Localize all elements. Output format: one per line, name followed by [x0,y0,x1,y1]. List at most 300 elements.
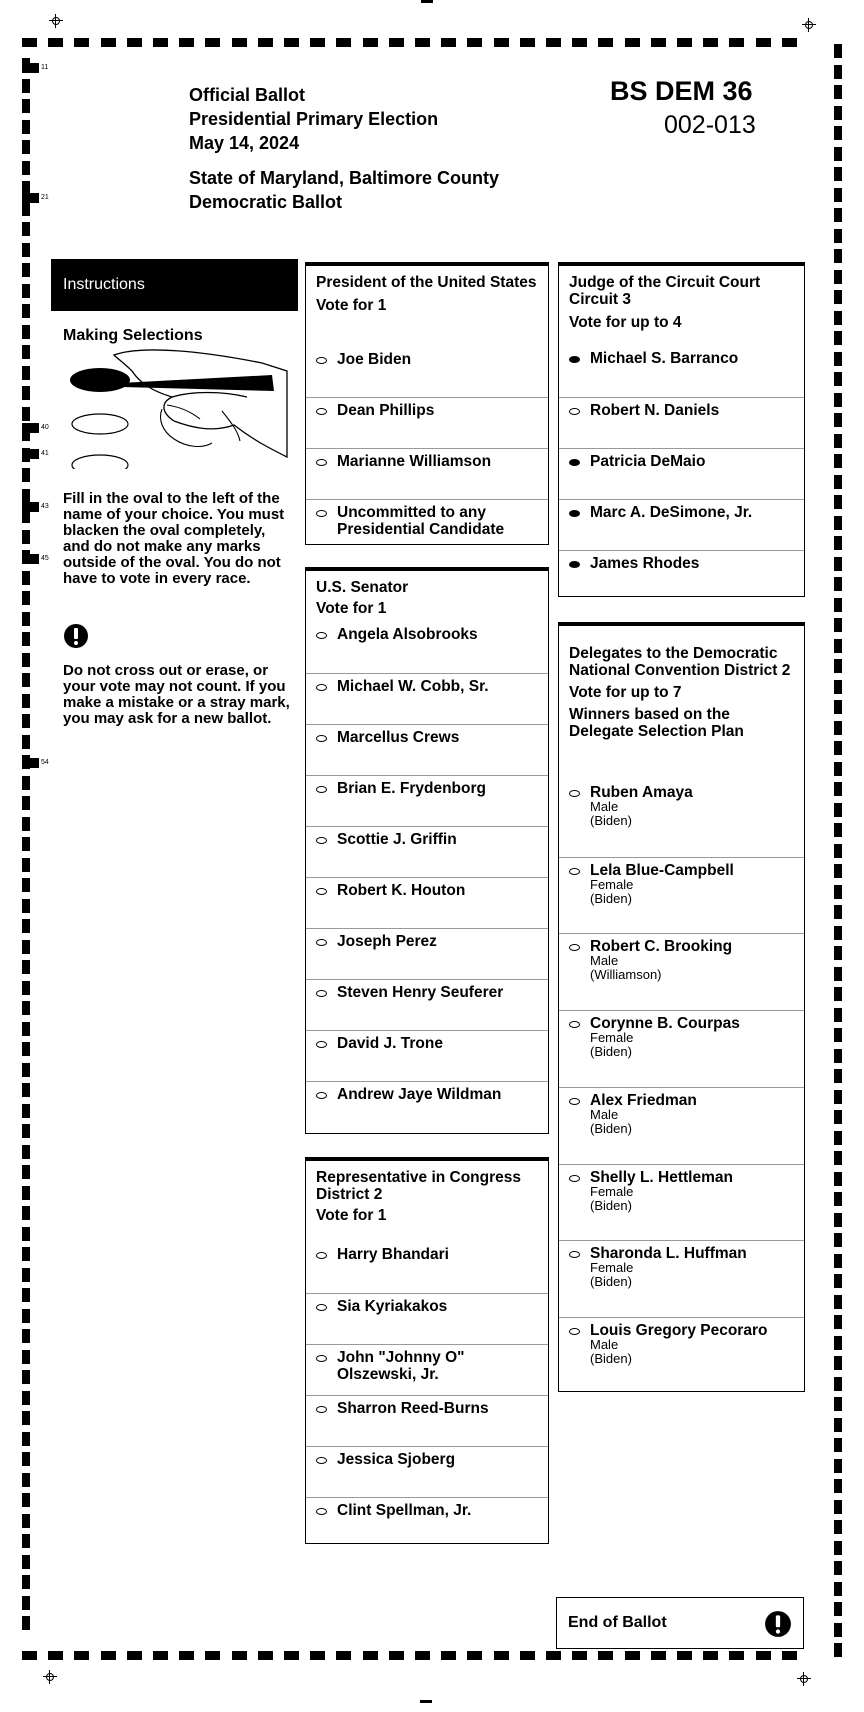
timing-mark-bottom [153,1651,168,1660]
candidate-gender: Male [590,953,619,969]
selection-oval[interactable] [316,1406,327,1413]
timing-mark-right [834,598,842,612]
selection-oval[interactable] [316,837,327,844]
jurisdiction-line-2: Democratic Ballot [189,192,343,212]
candidate-row[interactable] [306,1081,548,1132]
timing-mark-left [22,263,30,277]
candidate-gender: Female [590,1183,634,1199]
candidate-name: Michael W. Cobb, Sr. [337,678,489,695]
end-of-ballot-label: End of Ballot [568,1614,667,1631]
contest-congress [305,1157,549,1544]
timing-mark-left [22,1042,30,1056]
header-line-2: Presidential Primary Election [189,109,439,129]
timing-mark-left [22,653,30,667]
timing-mark-left [22,1268,30,1282]
timing-mark-bottom [520,1651,535,1660]
candidate-pledge: (Biden) [590,1197,632,1213]
timing-mark-left [22,1370,30,1384]
candidate-pledge: (Biden) [590,813,632,828]
candidate-name: Sharron Reed-Burns [337,1400,489,1417]
selection-oval[interactable] [316,888,327,895]
timing-mark-top [441,38,456,47]
timing-mark-bottom [467,1651,482,1660]
timing-mark-right [834,1438,842,1452]
candidate-name: Clint Spellman, Jr. [337,1502,472,1519]
vote-for-label: Vote for up to 7 [569,684,682,701]
contest-title: Representative in Congress District 2 [316,1169,522,1203]
timing-mark-bottom [756,1651,771,1660]
ballot-style-code: BS DEM 36 [610,76,753,106]
timing-mark-bottom [782,1651,797,1660]
selection-oval[interactable] [316,1508,327,1515]
candidate-row[interactable] [306,673,548,724]
timing-mark-right [834,1356,842,1370]
timing-mark-right [834,967,842,981]
timing-mark-right [834,1643,842,1657]
candidate-row[interactable] [306,499,548,545]
timing-mark-left [22,878,30,892]
warning-icon [764,1610,792,1638]
timing-mark-top [389,38,404,47]
timing-mark-left [22,1575,30,1589]
timing-mark-left [22,735,30,749]
timing-mark-right [834,1274,842,1288]
warning-instructions: Do not cross out or erase, or your vote may not count. If you make a mistake or a stray mark, you may ask for a new ballot. [63,662,290,727]
timing-mark-top [205,38,220,47]
candidate-name: Brian E. Frydenborg [337,780,486,797]
candidate-row[interactable] [559,346,804,397]
timing-mark-bottom [546,1651,561,1660]
timing-mark-right [834,741,842,755]
timing-mark-bottom [651,1651,666,1660]
timing-mark-label: 43 [41,503,49,510]
selection-oval[interactable] [316,786,327,793]
candidate-name: Joe Biden [337,351,412,368]
timing-mark-left [22,776,30,790]
timing-mark-right [834,1028,842,1042]
candidate-row[interactable] [306,397,548,448]
making-selections-label: Making Selections [63,327,203,344]
timing-mark-top [572,38,587,47]
selection-oval[interactable] [316,510,327,517]
candidate-gender: Male [590,1106,619,1122]
selection-oval[interactable] [316,357,327,364]
selection-oval[interactable] [569,944,580,951]
candidate-row[interactable] [306,347,548,397]
timing-mark-right [834,1008,842,1022]
candidate-row[interactable] [306,724,548,775]
timing-mark-right [834,1131,842,1145]
timing-mark-left [22,202,30,216]
timing-mark-bottom [441,1651,456,1660]
timing-mark-left [22,1473,30,1487]
timing-mark-left [22,1083,30,1097]
candidate-pledge: (Biden) [590,1274,632,1290]
selection-oval[interactable] [316,939,327,946]
contest-title: Delegates to the Democratic National Convention District 2 [569,645,791,679]
timing-mark-left [22,1227,30,1241]
timing-mark-bottom [284,1651,299,1660]
selection-oval[interactable] [316,1457,327,1464]
timing-mark-bottom [22,1651,37,1660]
candidate-row[interactable] [306,1242,548,1293]
selection-oval-filled[interactable] [569,561,580,568]
timing-mark-bottom [205,1651,220,1660]
timing-mark-left [22,530,30,544]
candidate-row[interactable] [559,1240,804,1317]
candidate-pledge: (Biden) [590,1350,632,1366]
timing-mark-top [520,38,535,47]
timing-mark-wide [22,554,39,564]
contest-president [305,262,549,545]
timing-mark-bottom [179,1651,194,1660]
timing-mark-top [703,38,718,47]
timing-mark-right [834,1520,842,1534]
timing-mark-wide [22,193,39,203]
timing-mark-right [834,475,842,489]
selection-note: Winners based on the Delegate Selection Plan [569,706,744,740]
timing-mark-wide [22,449,39,459]
timing-mark-left [22,79,30,93]
timing-mark-top [22,38,37,47]
timing-mark-bottom [258,1651,273,1660]
warning-icon [63,623,89,649]
selection-oval[interactable] [316,990,327,997]
timing-mark-left [22,1493,30,1507]
candidate-name: Jessica Sjoberg [337,1451,456,1468]
candidate-name: Louis Gregory Pecoraro [590,1321,768,1339]
timing-mark-right [834,352,842,366]
timing-mark-right [834,147,842,161]
selection-oval[interactable] [316,1252,327,1259]
timing-mark-left [22,489,30,503]
candidate-name: Shelly L. Hettleman [590,1168,733,1186]
timing-mark-top [756,38,771,47]
timing-mark-top [677,38,692,47]
timing-mark-top [310,38,325,47]
timing-mark-right [834,577,842,591]
timing-mark-right [834,1172,842,1186]
contest-title: U.S. Senator [316,579,409,596]
candidate-row[interactable] [306,928,548,979]
selection-oval-filled[interactable] [569,510,580,517]
timing-mark-right [834,270,842,284]
selection-oval[interactable] [316,459,327,466]
timing-mark-left [22,673,30,687]
timing-mark-left [22,1432,30,1446]
timing-mark-right [834,1582,842,1596]
timing-mark-right [834,188,842,202]
timing-mark-right [834,1192,842,1206]
timing-mark-right [834,1254,842,1268]
timing-mark-bottom [703,1651,718,1660]
candidate-name: Robert C. Brooking [590,938,733,956]
candidate-name: David J. Trone [337,1035,443,1052]
timing-mark-left [22,120,30,134]
vote-for-label: Vote for 1 [316,1207,387,1224]
timing-mark-left [22,366,30,380]
candidate-name: Harry Bhandari [337,1246,449,1263]
candidate-name: Michael S. Barranco [590,350,739,367]
timing-mark-wide [22,423,39,433]
timing-mark-right [834,844,842,858]
timing-mark-right [834,987,842,1001]
selection-oval[interactable] [316,1304,327,1311]
candidate-row[interactable] [559,550,804,601]
selection-oval[interactable] [569,1175,580,1182]
timing-mark-right [834,1151,842,1165]
candidate-gender: Male [590,799,619,814]
candidate-gender: Male [590,1336,619,1352]
candidate-name: John "Johnny O" Olszewski, Jr. [337,1349,465,1383]
timing-mark-top [127,38,142,47]
candidate-gender: Female [590,1260,634,1276]
selection-oval[interactable] [316,1355,327,1362]
timing-mark-bottom [127,1651,142,1660]
timing-mark-right [834,639,842,653]
timing-mark-right [834,1479,842,1493]
timing-mark-left [22,1411,30,1425]
selection-oval[interactable] [316,408,327,415]
timing-mark-left [22,1596,30,1610]
selection-oval[interactable] [569,1328,580,1335]
candidate-row[interactable] [559,1164,804,1241]
timing-mark-right [834,1295,842,1309]
candidate-name: Patricia DeMaio [590,453,706,470]
timing-mark-right [834,926,842,940]
timing-mark-left [22,345,30,359]
timing-mark-right [834,249,842,263]
timing-mark-bottom [336,1651,351,1660]
timing-mark-right [834,782,842,796]
timing-mark-left [22,817,30,831]
selection-oval[interactable] [316,1092,327,1099]
contest-us-senator [305,567,549,1134]
timing-mark-left [22,858,30,872]
selection-oval-filled[interactable] [569,459,580,466]
timing-mark-right [834,85,842,99]
timing-mark-right [834,229,842,243]
timing-mark-top [258,38,273,47]
registration-mark-top-right [802,18,816,32]
timing-mark-left [22,243,30,257]
candidate-pledge: (Williamson) [590,967,662,983]
header-line-1: Official Ballot [189,85,306,105]
timing-mark-right [834,946,842,960]
candidate-name: Ruben Amaya [590,784,693,801]
timing-mark-left [22,960,30,974]
timing-mark-top [546,38,561,47]
candidate-name: Lela Blue-Campbell [590,861,734,879]
candidate-name: James Rhodes [590,555,700,572]
timing-mark-left [22,612,30,626]
candidate-row[interactable] [306,877,548,928]
candidate-row[interactable] [306,775,548,826]
timing-mark-left [22,1247,30,1261]
timing-mark-bottom [625,1651,640,1660]
ballot-header [189,83,529,214]
timing-mark-label: 45 [41,555,49,562]
timing-mark-left [22,1534,30,1548]
candidate-name: Angela Alsobrooks [337,626,478,643]
timing-mark-left [22,1124,30,1138]
timing-mark-right [834,208,842,222]
timing-mark-left [22,325,30,339]
timing-mark-right [834,495,842,509]
candidate-name: Uncommitted to any Presidential Candidate [337,504,505,538]
bottom-center-mark [420,1700,432,1703]
timing-mark-bottom [415,1651,430,1660]
candidate-row[interactable] [306,1344,548,1395]
candidate-row[interactable] [306,1395,548,1446]
selection-oval[interactable] [316,632,327,639]
selection-oval[interactable] [316,735,327,742]
timing-mark-right [834,393,842,407]
candidate-row[interactable] [559,1087,804,1164]
timing-mark-right [834,659,842,673]
candidate-row[interactable] [559,499,804,550]
candidate-gender: Female [590,876,634,892]
timing-mark-label: 11 [41,64,49,71]
timing-mark-top [782,38,797,47]
candidate-row[interactable] [559,1010,804,1087]
timing-mark-bottom [310,1651,325,1660]
timing-mark-right [834,1069,842,1083]
timing-mark-left [22,571,30,585]
candidate-row[interactable] [559,780,804,857]
timing-mark-left [22,1288,30,1302]
timing-mark-top [179,38,194,47]
registration-mark-bottom-right [797,1672,811,1686]
selection-oval[interactable] [569,408,580,415]
timing-mark-right [834,1336,842,1350]
timing-mark-bottom [494,1651,509,1660]
timing-mark-left [22,1391,30,1405]
timing-mark-top [729,38,744,47]
candidate-name: Scottie J. Griffin [337,831,457,848]
timing-mark-top [467,38,482,47]
timing-mark-bottom [74,1651,89,1660]
selection-oval-filled[interactable] [569,356,580,363]
timing-mark-top [336,38,351,47]
timing-mark-bottom [677,1651,692,1660]
jurisdiction-line-1: State of Maryland, Baltimore County [189,168,500,188]
timing-mark-top [153,38,168,47]
timing-mark-left [22,632,30,646]
selection-oval[interactable] [569,790,580,797]
registration-mark-bottom-left [43,1670,57,1684]
candidate-name: Joseph Perez [337,933,437,950]
timing-mark-right [834,885,842,899]
timing-mark-left [22,1145,30,1159]
timing-mark-right [834,1500,842,1514]
timing-mark-right [834,864,842,878]
candidate-row[interactable] [559,1317,804,1394]
timing-mark-left [22,1555,30,1569]
timing-mark-top [625,38,640,47]
candidate-row[interactable] [306,1497,548,1548]
top-center-mark [421,0,433,3]
timing-mark-top [494,38,509,47]
vote-for-label: Vote for up to 4 [569,314,682,331]
timing-mark-right [834,823,842,837]
vote-for-label: Vote for 1 [316,600,387,617]
timing-mark-right [834,1623,842,1637]
timing-mark-right [834,1090,842,1104]
selection-oval[interactable] [316,684,327,691]
candidate-name: Sia Kyriakakos [337,1298,448,1315]
vote-for-label: Vote for 1 [316,297,387,314]
precinct-code: 002-013 [664,111,756,139]
timing-mark-bottom [48,1651,63,1660]
timing-mark-right [834,1397,842,1411]
candidate-name: Steven Henry Seuferer [337,984,504,1001]
candidate-row[interactable] [559,397,804,448]
timing-mark-right [834,434,842,448]
candidate-row[interactable] [306,448,548,499]
timing-mark-bottom [232,1651,247,1660]
candidate-pledge: (Biden) [590,890,632,906]
timing-mark-right [834,618,842,632]
candidate-gender: Female [590,1030,634,1046]
timing-mark-left [22,468,30,482]
timing-mark-right [834,65,842,79]
candidate-row[interactable] [306,1030,548,1081]
selection-oval[interactable] [316,1041,327,1048]
timing-mark-left [22,837,30,851]
timing-mark-bottom [598,1651,613,1660]
candidate-row[interactable] [306,1446,548,1497]
candidate-row[interactable] [306,826,548,877]
timing-mark-bottom [572,1651,587,1660]
timing-mark-left [22,714,30,728]
timing-mark-top [598,38,613,47]
candidate-row[interactable] [306,622,548,673]
candidate-row[interactable] [559,933,804,1010]
candidate-row[interactable] [306,1293,548,1344]
timing-mark-left [22,796,30,810]
timing-mark-left [22,1206,30,1220]
selection-oval[interactable] [569,1098,580,1105]
candidate-pledge: (Biden) [590,1044,632,1060]
candidate-row[interactable] [559,857,804,934]
contest-title: President of the United States [316,274,537,291]
end-of-ballot-box [556,1597,804,1649]
timing-mark-right [834,106,842,120]
timing-mark-right [834,536,842,550]
timing-mark-right [834,1418,842,1432]
candidate-pledge: (Biden) [590,1120,632,1136]
timing-mark-right [834,1315,842,1329]
timing-mark-right [834,680,842,694]
timing-mark-right [834,557,842,571]
timing-mark-right [834,1541,842,1555]
timing-mark-left [22,1104,30,1118]
selection-oval[interactable] [569,1251,580,1258]
timing-mark-left [22,940,30,954]
selection-oval[interactable] [569,868,580,875]
timing-mark-right [834,372,842,386]
selection-oval[interactable] [569,1021,580,1028]
timing-mark-right [834,44,842,58]
candidate-row[interactable] [306,979,548,1030]
timing-mark-top [284,38,299,47]
timing-mark-right [834,311,842,325]
timing-mark-right [834,454,842,468]
candidate-row[interactable] [559,448,804,499]
timing-mark-top [415,38,430,47]
timing-mark-left [22,1514,30,1528]
